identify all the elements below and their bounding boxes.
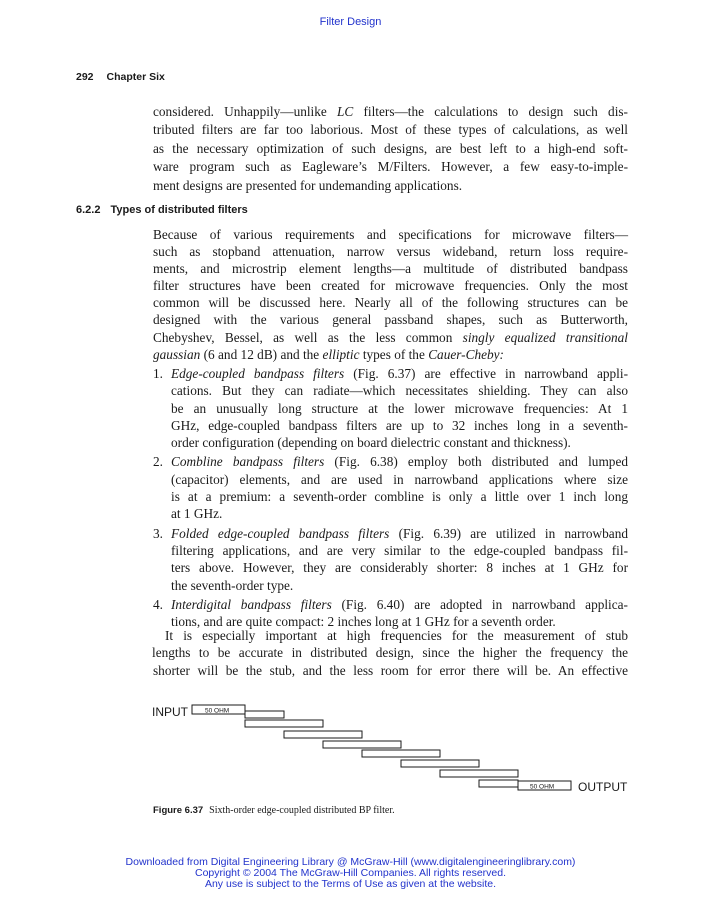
resonator-stub [245, 711, 284, 718]
input-port-label: 50 OHM [205, 707, 230, 715]
text-line: Combline bandpass filters (Fig. 6.38) employ both distributed and lumped [171, 454, 628, 470]
list-number: 4. [153, 596, 163, 612]
text-line: at 1 GHz. [171, 506, 223, 522]
text-line: shorter will be the stub, and the less room for error there will be. An effective [153, 662, 628, 678]
text-line: cations. But they can radiate—which necessitates shielding. They can also [171, 383, 628, 399]
text-line: tions, and are quite compact: 2 inches long at 1 GHz for a seventh order. [171, 614, 556, 630]
section-heading [76, 204, 248, 216]
text-line: (capacitor) elements, and are used in narrowband applications where size [171, 471, 628, 487]
text-line: Because of various requirements and specifications for microwave filters— [153, 227, 628, 242]
text-line: ment designs are presented for undemanding applications. [153, 177, 463, 193]
document-title-link[interactable]: Filter Design [319, 16, 382, 28]
section-title: Types of distributed filters [110, 204, 248, 216]
resonator-stub [284, 731, 362, 738]
body-paragraph [153, 226, 628, 363]
section-number: 6.2.2 [76, 204, 101, 216]
text-line: considered. Unhappily—unlike LC filters—the calculations to design such dis- [153, 104, 628, 119]
footer-notice [0, 857, 701, 890]
edge-coupled-filter-diagram [150, 700, 630, 800]
page-number: 292 [76, 71, 94, 83]
footer-terms-link[interactable]: Any use is subject to the Terms of Use as given at the website. [204, 878, 497, 890]
list-item [153, 525, 628, 594]
text-line: tributed filters are far too laborious. Most of these types of calculations, as well [153, 122, 628, 138]
text-line: Edge-coupled bandpass filters (Fig. 6.37) are effective in narrowband appli- [171, 366, 628, 381]
resonator-stub [401, 760, 479, 767]
output-label: OUTPUT [578, 780, 628, 794]
text-line: It is especially important at high frequencies for the measurement of stub [165, 628, 628, 643]
figure-label: Figure 6.37 [153, 805, 204, 816]
text-line: lengths to be accurate in distributed design, since the higher the frequency the [152, 645, 628, 661]
text-line: ments, and microstrip element lengths—a multitude of distributed bandpass [153, 261, 628, 277]
footer-download-link[interactable]: Downloaded from Digital Engineering Library @ McGraw-Hill (www.digitalengineeringlibrary.com) [125, 856, 576, 868]
text-line: filtering applications, and are very similar to the edge-coupled bandpass fil- [171, 542, 628, 558]
text-line: Folded edge-coupled bandpass filters (Fig. 6.39) are utilized in narrowband [171, 525, 629, 541]
text-line: gaussian (6 and 12 dB) and the elliptic types of the Cauer-Cheby: [153, 346, 504, 362]
text-line: is at a premium: a seventh-order combline is only a little over 1 inch long [171, 489, 628, 505]
resonator-stub [479, 780, 518, 787]
list-item [153, 596, 628, 631]
list-number: 1. [153, 366, 163, 381]
list-item [153, 453, 628, 522]
text-line: Chebyshev, Bessel, as well as the less common singly equalized transitional [153, 329, 628, 345]
text-line: such as stopband attenuation, narrow versus wideband, return loss require- [153, 244, 628, 260]
filter-types-list [153, 365, 628, 630]
resonator-stub [362, 750, 440, 757]
chapter-label: Chapter Six [106, 71, 165, 83]
text-line: ters above. However, they are considerably shorter: 8 inches at 1 GHz for [171, 560, 628, 576]
text-line: the seventh-order type. [171, 577, 294, 593]
resonator-stub [440, 770, 518, 777]
text-line: Interdigital bandpass filters (Fig. 6.40) are adopted in narrowband applica- [171, 596, 628, 612]
closing-paragraph [153, 627, 628, 679]
figure-caption [153, 805, 395, 816]
footer-copyright: Copyright © 2004 The McGraw-Hill Companies. All rights reserved. [195, 867, 506, 879]
text-line: ware program such as Eagleware’s M/Filters. However, a few easy-to-imple- [153, 159, 628, 175]
text-line: be an unusually long structure at the lower microwave frequencies: At 1 [171, 400, 628, 416]
text-line: GHz, edge-coupled bandpass filters are up to 32 inches long in a seventh- [171, 417, 628, 433]
figure-caption-text: Sixth-order edge-coupled distributed BP filter. [209, 805, 395, 816]
list-item [153, 365, 628, 451]
text-line: common will be discussed here. Nearly all of the following structures can be [153, 295, 628, 311]
text-line: as the necessary optimization of such designs, are best left to a high-end soft- [153, 140, 628, 156]
resonator-stub [245, 720, 323, 727]
resonator-stub [323, 741, 401, 748]
text-line: designed with the various general passband shapes, such as Butterworth, [153, 312, 628, 328]
text-line: filter structures have been created for microwave frequencies. Only the most [153, 278, 628, 294]
output-port-label: 50 OHM [530, 783, 555, 791]
list-number: 2. [153, 454, 163, 470]
text-line: order configuration (depending on board dielectric constant and thickness). [171, 435, 571, 451]
list-number: 3. [153, 525, 163, 541]
running-head [76, 71, 165, 83]
intro-paragraph [153, 103, 628, 195]
input-label: INPUT [152, 705, 188, 719]
